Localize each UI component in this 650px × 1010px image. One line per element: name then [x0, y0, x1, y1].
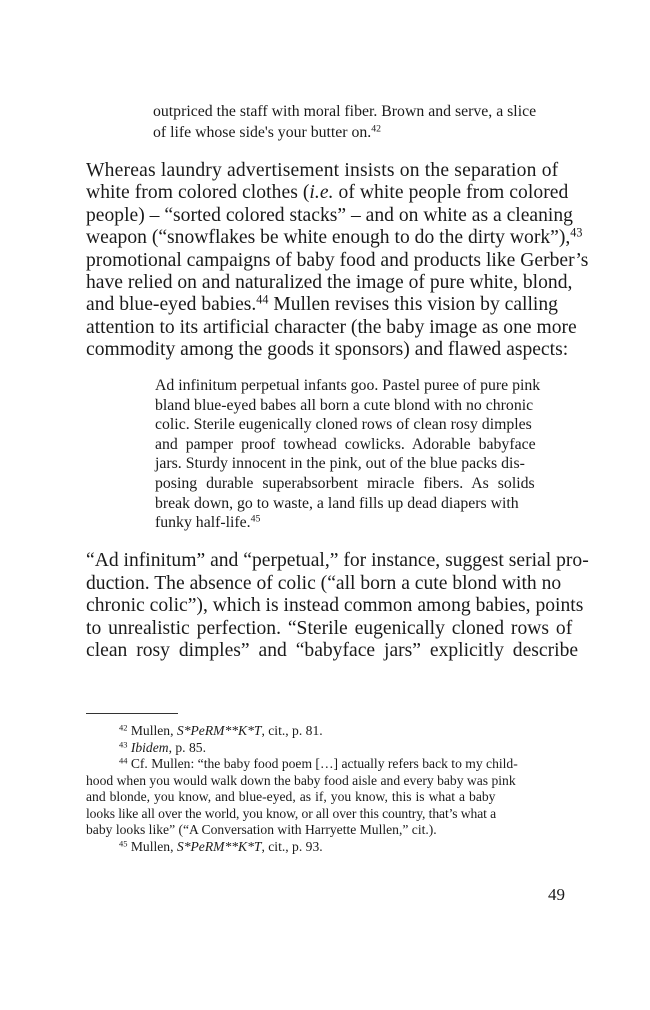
quote2-line-7 [155, 494, 565, 514]
footnote-42 [86, 723, 564, 740]
para2-line-5 [86, 640, 579, 663]
quote2-line-2 [155, 396, 565, 416]
para1-line-5 [86, 249, 589, 272]
quote2-line-8-text: funky half-life. [155, 514, 251, 532]
footnote-44-text-2: hood when you would walk down the baby food aisle and every baby was pink [86, 772, 516, 788]
para2-line-5-text: clean rosy dimples” and “babyface jars” explicitly describe [86, 640, 579, 662]
footnote-42-rest: , cit., p. 81. [261, 723, 323, 738]
footnote-44-text-3: and blonde, you know, and blue-eyed, as if, you know, this is what a baby [86, 789, 496, 804]
footnote-43 [86, 740, 564, 757]
para1-line-8-text: attention to its artificial character (the baby image as one more [86, 316, 577, 338]
para2-line-4 [86, 617, 573, 641]
para1-line-4 [86, 225, 583, 249]
quote1-line-1-text: outpriced the staff with moral fiber. Brown and serve, a slice [153, 103, 537, 120]
footnotes [86, 723, 564, 855]
quote1-line-2 [153, 122, 565, 143]
footnote-45-author: Mullen, [127, 838, 177, 854]
footnote-ref-42[interactable]: 42 [371, 123, 382, 135]
block-quote-2 [155, 376, 565, 533]
footnote-44-text-1: Cf. Mullen: “the baby food poem […] actually refers back to my child- [127, 756, 518, 771]
para1-line-2 [86, 182, 569, 204]
footnote-44-line-4 [86, 806, 564, 823]
quote2-line-3 [155, 415, 565, 435]
footnote-ref-44[interactable]: 44 [256, 292, 269, 307]
para1-line-7-text: and blue-eyed babies. [86, 294, 257, 316]
quote2-line-5 [155, 454, 565, 474]
footnote-44-line-2 [86, 773, 564, 790]
para2-line-1 [86, 550, 589, 573]
quote2-line-1 [155, 376, 565, 396]
para2-line-2-text: duction. The absence of colic (“all born a cute blond with no [86, 572, 562, 594]
para1-line-4-text: weapon (“snowflakes be white enough to do the dirty work”), [86, 227, 571, 249]
para1-line-2-rest: of white people from colored [333, 182, 569, 204]
para2-line-1-text: “Ad infinitum” and “perpetual,” for instance, suggest serial pro- [86, 550, 589, 571]
footnote-44-number: 44 [119, 755, 128, 766]
footnote-43-number: 43 [119, 738, 128, 749]
footnote-42-title: S*PeRM**K*T [176, 723, 262, 738]
footnote-45-number: 45 [119, 837, 128, 848]
footnote-44-line-1 [86, 756, 564, 773]
footnote-42-number: 42 [119, 722, 128, 733]
footnote-44-line-5 [86, 822, 564, 839]
para1-line-6-text: have relied on and naturalized the image of pure white, blond, [86, 272, 573, 294]
quote2-line-2-text: bland blue-eyed babes all born a cute blond with no chronic [155, 396, 534, 414]
para2-line-2 [86, 573, 564, 596]
footnote-separator-rule [86, 713, 178, 714]
body-paragraph-2 [86, 550, 589, 663]
body-paragraph-1 [86, 160, 589, 362]
quote2-line-4-text: and pamper proof towhead cowlicks. Adorable babyface [155, 435, 536, 453]
quote2-line-5-text: jars. Sturdy innocent in the pink, out of the blue packs dis- [155, 455, 525, 473]
para1-line-1 [86, 160, 564, 182]
footnote-42-author: Mullen, [127, 723, 177, 738]
quote2-line-4 [155, 435, 565, 455]
para1-line-7 [86, 294, 564, 316]
para1-line-3-text: people) – “sorted colored stacks” – and on white as a cleaning [86, 204, 573, 226]
para1-line-7-rest: Mullen revises this vision by calling [268, 294, 558, 316]
quote2-line-6-text: posing durable superabsorbent miracle fibers. As solids [155, 474, 535, 492]
para1-line-1-text: Whereas laundry advertisement insists on the separation of [86, 160, 559, 181]
para1-line-6 [86, 272, 573, 294]
footnote-45-rest: , cit., p. 93. [261, 838, 323, 854]
quote2-line-6 [155, 474, 565, 494]
para1-line-9-text: commodity among the goods it sponsors) and flawed aspects: [86, 339, 569, 361]
footnote-43-title: Ibidem [130, 739, 169, 755]
para1-line-2-text: white from colored clothes ( [86, 182, 310, 204]
quote2-line-8 [155, 513, 565, 533]
quote2-line-3-text: colic. Sterile eugenically cloned rows of clean rosy dimples [155, 416, 532, 434]
footnote-45 [86, 839, 564, 856]
footnote-44-text-4: looks like all over the world, you know, or all over this country, that’s what a [86, 805, 497, 821]
quote1-line-1 [153, 101, 565, 122]
italic-ie: i.e. [309, 182, 334, 204]
quote2-line-7-text: break down, go to waste, a land fills up dead diapers with [155, 494, 519, 512]
quote2-line-1-text: Ad infinitum perpetual infants goo. Pastel puree of pure pink [155, 377, 541, 394]
para1-line-3 [86, 204, 573, 227]
para1-line-9 [86, 339, 569, 361]
footnote-ref-45[interactable]: 45 [250, 513, 261, 525]
para1-line-5-text: promotional campaigns of baby food and products like Gerber’s [86, 249, 589, 271]
footnote-44-line-3 [86, 789, 564, 806]
para2-line-3-text: chronic colic”), which is instead common among babies, points [86, 595, 584, 617]
page-number: 49 [548, 885, 565, 904]
footnote-ref-43[interactable]: 43 [570, 225, 583, 240]
para2-line-3 [86, 595, 584, 618]
footnote-45-title: S*PeRM**K*T [176, 838, 262, 854]
quote1-line-2-text: of life whose side's your butter on. [153, 124, 372, 141]
para2-line-4-text: to unrealistic perfection. “Sterile eugenically cloned rows of [86, 617, 573, 639]
footnote-43-rest: , p. 85. [168, 739, 206, 755]
footnote-44-text-5: baby looks like” (“A Conversation with Harryette Mullen,” cit.). [86, 822, 437, 837]
para1-line-8 [86, 316, 577, 339]
block-quote-1 [153, 101, 565, 143]
